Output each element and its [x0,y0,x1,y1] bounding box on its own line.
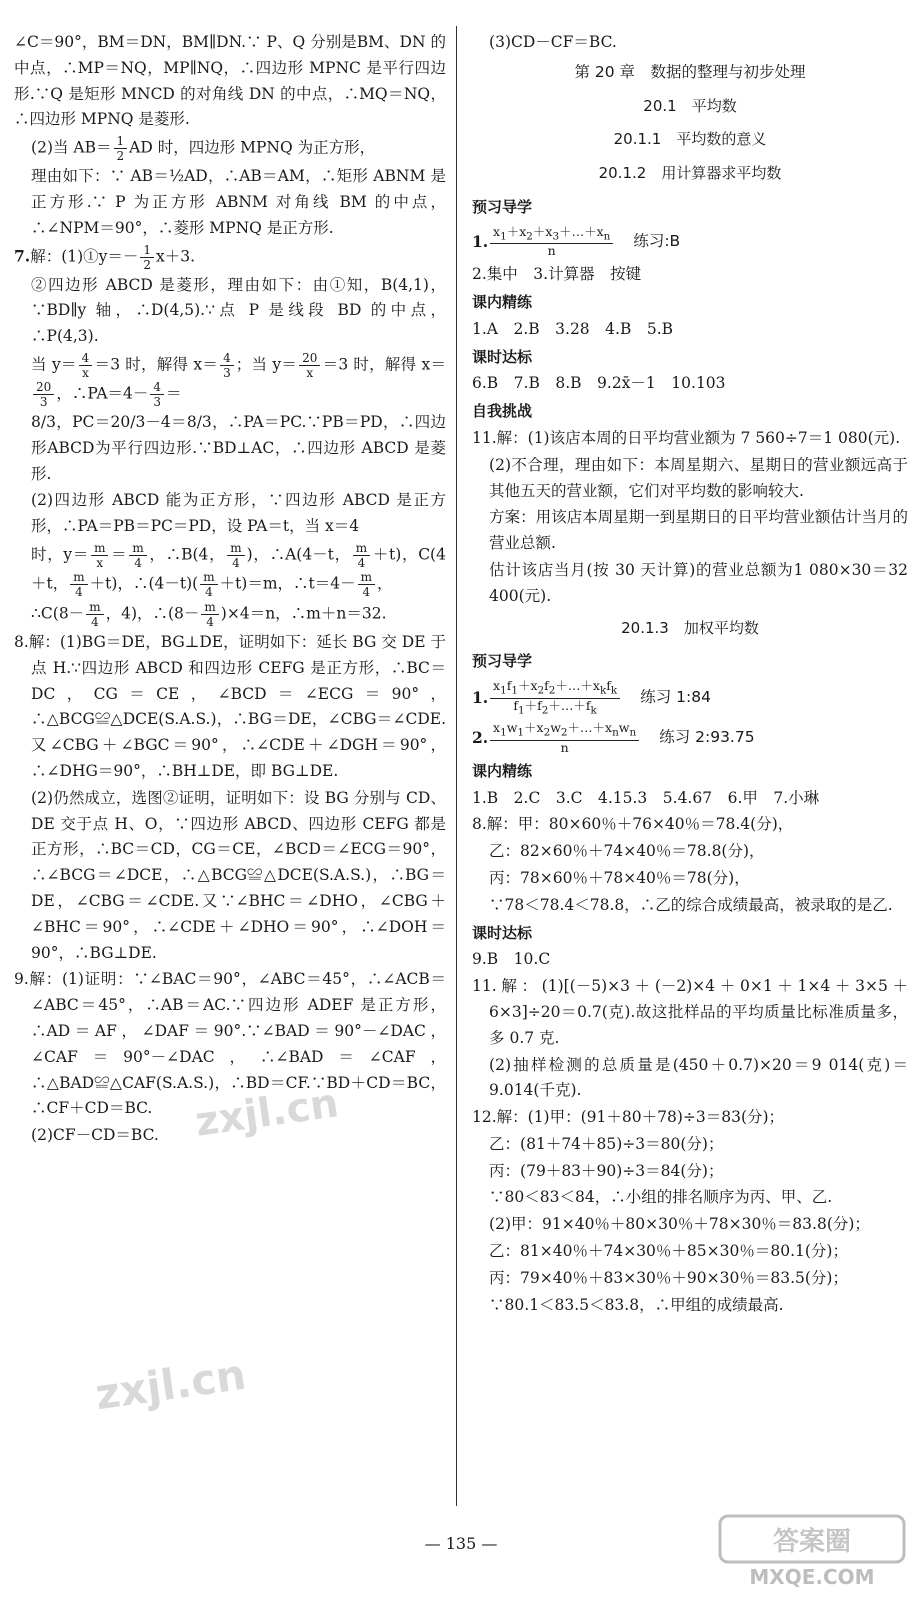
q11-part1: 11.解：(1)该店本周的日平均营业额为 7 560÷7＝1 080(元). [472,429,901,448]
answer-line: 1.B 2.C 3.C 4.15.3 5.4.67 6.甲 7.小琳 [472,788,820,807]
section-20-1: 20.1 平均数 [643,96,737,115]
heading-standards: 课时达标 [472,347,533,366]
q11-plan: 方案：用该店本周星期一到星期日的日平均营业额估计当月的营业总额. [489,508,908,553]
left-column [14,30,446,1538]
weighted-mean-formula-2: 2. $x_1w_1+x_2w_2+\dots+x_nw_n$ n 练习 2:93.75 [472,720,755,755]
q11-estimate: 估计该店当月(按 30 天计算)的营业总额为1 080×30＝32 400(元). [489,561,908,605]
heading-in-class: 课内精练 [472,293,533,312]
section-20-1-1: 20.1.1 平均数的意义 [613,130,767,149]
column-divider [456,26,457,1506]
q7-part3c: ∴C(8－ $\frac{m}{4}$ ，4)，∴(8－ $\frac{m}{4}$ )×4＝n，∴m＋n＝32. [31,599,387,629]
watermark: zxjl.cn [92,1349,249,1420]
site-logo [712,1512,912,1592]
q11-weight: 11.解：(1)[(－5)×3＋(－2)×4＋0×1＋1×4＋3×5＋6×3]÷20＝0.7(克).故这批样品的平均质量比标准质量多，多 0.7 克. [472,977,908,1047]
q9-part1: 9.解：(1)证明：∵∠BAC＝90°，∠ABC＝45°，∴∠ACB＝∠ABC＝45°，∴AB＝AC.∵四边形 ADEF 是正方形，∴AD＝AF，∠DAF＝90°.∵∠BAD＝90°－∠DAC，∠CAF＝90°－∠DAC，∴∠BAD＝∠CAF，∴△BAD≌△CAF(S.A.S.)，∴BD＝CF.∵BD＋CD＝BC，∴CF＋CD＝BC. [14,970,446,1118]
watermark: zxjl.cn [192,1080,342,1146]
section-20-1-3: 20.1.3 加权平均数 [621,618,759,637]
q12-line: 乙：81×40％＋74×30％＋85×30％＝80.1(分)； [489,1242,848,1261]
svg-text:MXQE.COM: MXQE.COM [749,1565,875,1589]
q8-line: 乙：82×60％＋74×40％＝78.8(分)， [489,842,765,861]
answer-line: 1.A 2.B 3.28 4.B 5.B [472,319,674,338]
section-20-1-2: 20.1.2 用计算器求平均数 [598,164,782,183]
answer-line: 2.集中 3.计算器 按键 [472,265,642,284]
chapter-title: 第 20 章 数据的整理与初步处理 [574,62,806,81]
practice-answer: 练习:B [633,231,681,250]
q6-proof-part2-head: (2)当 AB＝ $\frac{1}{2}$ AD 时，四边形 MPNQ 为正方形， [31,134,376,164]
q9-part3: (3)CD－CF＝BC. [489,33,617,51]
q7-part1: 7.解：(1)①y＝－ $\frac{1}{2}$ x＋3. [14,242,196,272]
page-number: — 135 — [424,1534,498,1553]
q7-part2: ②四边形 ABCD 是菱形，理由如下：由①知，B(4,1)，∵BD∥y 轴，∴D(4,5).∵点 P 是线段 BD 的中点，∴P(4,3). [31,275,446,346]
answer-line: 6.B 7.B 8.B 9.2x̄－1 10.103 [472,374,726,393]
q8-conclusion: ∵78＜78.4＜78.8，∴乙的综合成绩最高，被录取的是乙. [489,895,893,914]
svg-text:答案圈: 答案圈 [772,1527,852,1557]
q7-part3: (2)四边形 ABCD 能为正方形，∵四边形 ABCD 是正方形，∴PA＝PB＝PC＝PD，设 PA＝t，当 x＝4 [31,491,446,536]
q12-line: 丙：79×40％＋83×30％＋90×30％＝83.5(分)； [489,1268,848,1287]
answer-line: 9.B 10.C [472,950,551,969]
heading-preview: 预习导学 [472,652,533,671]
q12-line: 乙：(81＋74＋85)÷3＝80(分)； [489,1134,724,1153]
q11-total: (2)抽样检测的总质量是(450＋0.7)×20＝9 014(克)＝9.014(千克). [489,1055,908,1100]
q6-proof-part2: 理由如下：∵ AB＝½AD，∴AB＝AM，∴矩形 ABNM 是正方形.∵ P 为正方形 ABNM 对角线 BM 的中点，∴∠NPM＝90°，∴菱形 MPNQ 是正方形. [31,167,446,237]
q12-line: 12.解：(1)甲：(91＋80＋78)÷3＝83(分)； [472,1108,785,1127]
q8-part1: 8.解：(1)BG＝DE，BG⊥DE，证明如下：延长 BG 交 DE 于点 H.∵四边形 ABCD 和四边形 CEFG 是正方形，∴BC＝DC，CG＝CE，∠BCD＝∠ECG＝90°，∴△BCG≌△DCE(S.A.S.)，∴BG＝DE，∠CBG＝∠CDE.又∠CBG＋∠BGC＝90°，∴∠CDE＋∠DGH＝90°，∴∠DHG＝90°，∴BH⊥DE，即 BG⊥DE. [14,632,446,780]
q7-part3b: 时，y＝ $\frac{m}{x}$ ＝ $\frac{m}{4}$ ，∴B(4， $\frac{m}{4}$ )，∴A(4－t， $\frac{m}{4}$ ＋t)，C(4＋t， $\frac{m}{4}$ ＋t)，∴(4－t)( $\frac{m}{4}$ ＋t)＝m，∴t＝4－ $\frac{m}{4}$ ， [31,540,446,599]
right-column [472,30,908,1538]
q8-line: 丙：78×60％＋78×40％＝78(分)， [489,868,750,887]
q12-conclusion: ∵80.1＜83.5＜83.8，∴甲组的成绩最高. [489,1295,784,1314]
q7-part2b: 当 y＝ $\frac{4}{x}$ ＝3 时，解得 x＝ $\frac{4}{3}$ ；当 y＝ $\frac{20}{x}$ ＝3 时，解得 x＝ $\frac{20}{3}$ ，∴PA＝4－ $\frac{4}{3}$ ＝ [31,350,446,409]
q12-line: 丙：(79＋83＋90)÷3＝84(分)； [489,1161,724,1180]
q8-line: 8.解：甲：80×60％＋76×40％＝78.4(分)， [472,815,794,834]
q8-part2: (2)仍然成立，选图②证明，证明如下：设 BG 分别与 CD、DE 交于点 H、O，∵四边形 ABCD、四边形 CEFG 都是正方形，∴BC＝CD，CG＝CE，∠BCD＝∠ECG＝90°，∴∠BCG＝∠DCE，∴△BCG≌△DCE(S.A.S.)，∴BG＝DE，∠CBG＝∠CDE.又∵∠BHC＝∠DHO，∠CBG＋∠BHC＝90°，∴∠CDE＋∠DHO＝90°，∴∠DOH＝90°，∴BG⊥DE. [31,788,446,962]
practice-answer: 练习 2:93.75 [659,728,755,747]
weighted-mean-formula: 1. $x_1f_1+x_2f_2+\dots+x_kf_k$ $f_1+f_2+\dots+f_k$ 练习 1:84 [472,678,711,717]
mean-formula: 1. $x_1+x_2+x_3+\dots+x_n$ n 练习:B [472,223,681,259]
heading-challenge: 自我挑战 [472,402,533,421]
q12-line: (2)甲：91×40％＋80×30％＋78×30％＝83.8(分)； [489,1215,870,1234]
q12-line: ∵80＜83＜84，∴小组的排名顺序为丙、甲、乙. [489,1188,833,1207]
heading-in-class: 课内精练 [472,761,533,780]
q7-part2c: 8/3，PC＝20/3－4＝8/3，∴PA＝PC.∵PB＝PD，∴四边形ABCD为平行四边形.∵BD⊥AC，∴四边形 ABCD 是菱形. [31,412,446,483]
q6-proof-part1: ∠C＝90°，BM＝DN，BM∥DN.∵ P、Q 分别是BM、DN 的中点，∴MP＝NQ，MP∥NQ，∴四边形 MPNC 是平行四边形.∵Q 是矩形 MNCD 的对角线 DN 的中点，∴MQ＝NQ，∴四边形 MPNQ 是菱形. [14,33,446,129]
practice-answer: 练习 1:84 [640,688,711,707]
heading-standards: 课时达标 [472,923,533,942]
q11-part2: (2)不合理，理由如下：本周星期六、星期日的营业额远高于其他五天的营业额，它们对平均数的影响较大. [489,455,908,500]
heading-preview: 预习导学 [472,197,533,216]
q9-part2: (2)CF－CD＝BC. [31,1126,159,1145]
